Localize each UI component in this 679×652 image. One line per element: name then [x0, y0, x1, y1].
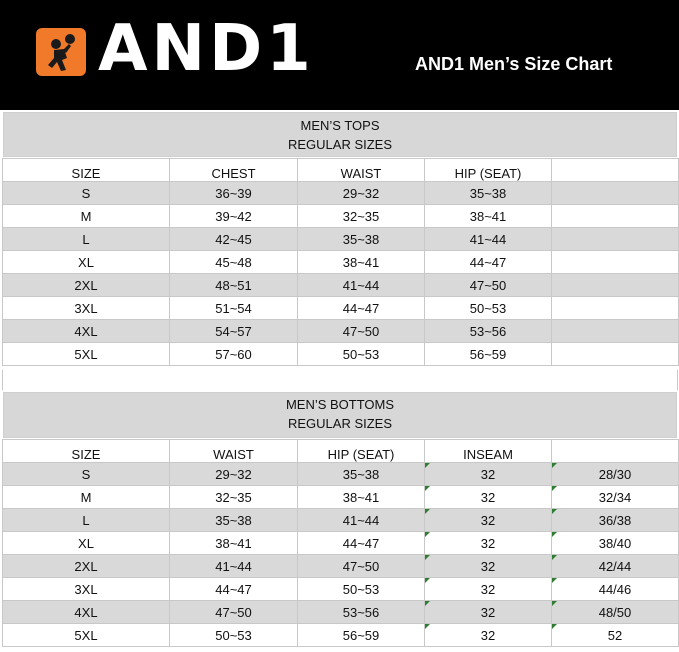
table-cell: 32/34 — [552, 486, 679, 509]
table-cell — [552, 274, 679, 297]
brand-header — [0, 0, 679, 110]
column-header — [552, 159, 679, 182]
table-row — [3, 297, 679, 320]
table-row — [3, 182, 679, 205]
table-cell — [552, 320, 679, 343]
tops-size-table — [2, 158, 679, 366]
table-cell: 5XL — [3, 343, 170, 366]
table-row — [3, 624, 679, 647]
table-cell: 56~59 — [298, 624, 425, 647]
table-cell: 32 — [425, 463, 552, 486]
table-row — [3, 343, 679, 366]
table-cell: 32~35 — [170, 486, 298, 509]
table-cell: M — [3, 486, 170, 509]
table-cell: M — [3, 205, 170, 228]
table-cell: 32 — [425, 532, 552, 555]
table-cell: 38~41 — [425, 205, 552, 228]
table-cell: 29~32 — [298, 182, 425, 205]
bottoms-heading-line1: MEN’S BOTTOMS — [285, 397, 395, 412]
table-cell: 35~38 — [425, 182, 552, 205]
column-header: WAIST — [298, 159, 425, 182]
table-cell: 47~50 — [298, 555, 425, 578]
table-cell — [552, 182, 679, 205]
table-cell: 50~53 — [425, 297, 552, 320]
table-cell — [552, 297, 679, 320]
table-cell: 2XL — [3, 555, 170, 578]
brand-logo-text: AND1 — [98, 12, 315, 86]
table-cell: 5XL — [3, 624, 170, 647]
column-header: SIZE — [3, 440, 170, 463]
table-cell: S — [3, 182, 170, 205]
table-cell: 28/30 — [552, 463, 679, 486]
table-row — [3, 532, 679, 555]
table-cell: 32 — [425, 486, 552, 509]
column-header: SIZE — [3, 159, 170, 182]
table-cell — [552, 251, 679, 274]
column-header: CHEST — [170, 159, 298, 182]
tops-section-heading — [3, 112, 677, 157]
table-cell: 38~41 — [298, 486, 425, 509]
table-row — [3, 463, 679, 486]
table-cell: 47~50 — [298, 320, 425, 343]
column-header — [552, 440, 679, 463]
table-cell: L — [3, 509, 170, 532]
table-cell: XL — [3, 251, 170, 274]
column-header: INSEAM — [425, 440, 552, 463]
table-cell: 32 — [425, 601, 552, 624]
tops-column-header-row — [3, 159, 679, 182]
table-cell: 42/44 — [552, 555, 679, 578]
table-cell: 32 — [425, 509, 552, 532]
table-cell: 32 — [425, 624, 552, 647]
table-cell: 48~51 — [170, 274, 298, 297]
table-cell: 38/40 — [552, 532, 679, 555]
table-row — [3, 205, 679, 228]
section-divider — [2, 370, 678, 390]
table-cell — [552, 228, 679, 251]
table-cell: 44~47 — [170, 578, 298, 601]
table-cell: 2XL — [3, 274, 170, 297]
table-cell: 50~53 — [298, 343, 425, 366]
table-cell: 44/46 — [552, 578, 679, 601]
table-cell: 39~42 — [170, 205, 298, 228]
table-row — [3, 555, 679, 578]
table-cell: 41~44 — [170, 555, 298, 578]
table-cell: 35~38 — [298, 463, 425, 486]
table-cell: 41~44 — [425, 228, 552, 251]
table-row — [3, 486, 679, 509]
table-cell: 42~45 — [170, 228, 298, 251]
table-cell: 52 — [552, 624, 679, 647]
column-header: WAIST — [170, 440, 298, 463]
table-row — [3, 274, 679, 297]
table-cell: 38~41 — [298, 251, 425, 274]
table-cell: 29~32 — [170, 463, 298, 486]
table-cell: 32 — [425, 555, 552, 578]
table-cell: 38~41 — [170, 532, 298, 555]
tops-heading-line1: MEN’S TOPS — [300, 118, 380, 133]
table-cell: 3XL — [3, 297, 170, 320]
table-cell: L — [3, 228, 170, 251]
basketball-player-icon — [36, 28, 86, 76]
column-header: HIP (SEAT) — [298, 440, 425, 463]
table-cell: 35~38 — [170, 509, 298, 532]
table-cell: 44~47 — [298, 532, 425, 555]
bottoms-size-table — [2, 439, 679, 647]
table-cell: 44~47 — [425, 251, 552, 274]
table-cell: 57~60 — [170, 343, 298, 366]
table-cell: 32~35 — [298, 205, 425, 228]
table-cell — [552, 205, 679, 228]
table-cell: 54~57 — [170, 320, 298, 343]
table-cell: 4XL — [3, 320, 170, 343]
table-row — [3, 601, 679, 624]
table-cell — [552, 343, 679, 366]
table-row — [3, 578, 679, 601]
bottoms-section-heading — [3, 392, 677, 438]
table-cell: 36/38 — [552, 509, 679, 532]
table-row — [3, 251, 679, 274]
table-row — [3, 509, 679, 532]
table-cell: 47~50 — [425, 274, 552, 297]
table-cell: 32 — [425, 578, 552, 601]
table-cell: 47~50 — [170, 601, 298, 624]
table-cell: 41~44 — [298, 509, 425, 532]
table-cell: 50~53 — [298, 578, 425, 601]
table-cell: 50~53 — [170, 624, 298, 647]
table-cell: 45~48 — [170, 251, 298, 274]
table-cell: 3XL — [3, 578, 170, 601]
table-cell: 44~47 — [298, 297, 425, 320]
table-cell: 53~56 — [425, 320, 552, 343]
table-cell: 53~56 — [298, 601, 425, 624]
column-header: HIP (SEAT) — [425, 159, 552, 182]
table-cell: 4XL — [3, 601, 170, 624]
table-row — [3, 228, 679, 251]
table-cell: XL — [3, 532, 170, 555]
bottoms-column-header-row — [3, 440, 679, 463]
table-row — [3, 320, 679, 343]
page-title: AND1 Men’s Size Chart — [415, 54, 613, 74]
table-cell: 51~54 — [170, 297, 298, 320]
bottoms-heading-line2: REGULAR SIZES — [287, 416, 393, 431]
table-cell: S — [3, 463, 170, 486]
tops-heading-line2: REGULAR SIZES — [287, 137, 393, 152]
table-cell: 56~59 — [425, 343, 552, 366]
table-cell: 41~44 — [298, 274, 425, 297]
table-cell: 35~38 — [298, 228, 425, 251]
table-cell: 36~39 — [170, 182, 298, 205]
table-cell: 48/50 — [552, 601, 679, 624]
